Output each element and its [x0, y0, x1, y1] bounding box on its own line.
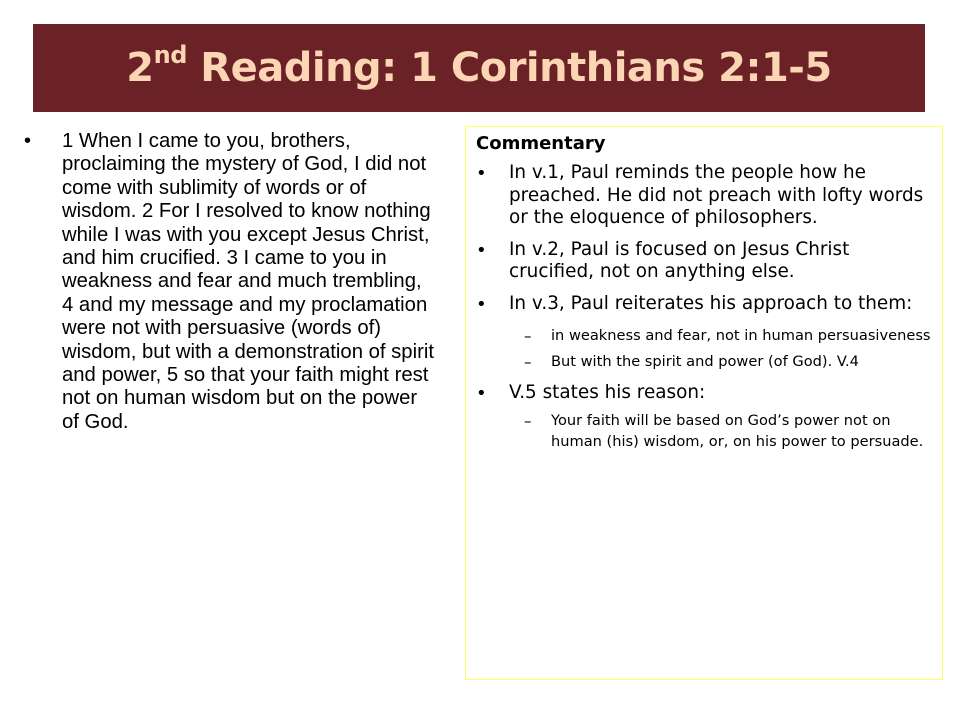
- commentary-subitem: [524, 326, 934, 346]
- bullet-icon: •: [476, 163, 487, 184]
- dash-icon: –: [524, 353, 532, 372]
- bullet-icon: •: [476, 383, 487, 405]
- commentary-subitem-text: in weakness and fear, not in human persuasiveness: [551, 326, 931, 344]
- scripture-column: [24, 130, 434, 434]
- title-superscript: nd: [153, 40, 187, 69]
- scripture-text: 1 When I came to you, brothers, proclaiming the mystery of God, I did not come with sublimity of words or of wisdom. 2 For I resolved to know nothing while I was with you except Jesus Christ, and him crucified. 3 I came to you in weakness and fear and much trembling, 4 and my message and my proclamation were not with persuasive (words of) wisdom, but with a demonstration of spirit and power, 5 so that your faith might rest not on human wisdom but on the power of God.: [62, 130, 434, 433]
- bullet-icon: •: [476, 293, 487, 315]
- commentary-item-v5: [476, 382, 934, 405]
- commentary-item-v3: [476, 293, 934, 316]
- commentary-item-text: In v.2, Paul is focused on Jesus Christ crucified, not on anything else.: [509, 238, 850, 283]
- bullet-icon: •: [24, 130, 32, 152]
- title-rest: Reading: 1 Corinthians 2:1-5: [186, 45, 832, 91]
- commentary-item-v2: [476, 239, 934, 284]
- commentary-heading: Commentary: [476, 133, 606, 154]
- title-bar: [33, 24, 925, 112]
- scripture-bullet: [24, 130, 434, 434]
- commentary-subitem: [524, 352, 934, 372]
- commentary-subitem-text: Your faith will be based on God’s power not on human (his) wisdom, or, on his power to persuade.: [551, 412, 924, 450]
- dash-icon: –: [524, 412, 532, 431]
- commentary-item-text: In v.3, Paul reiterates his approach to them:: [509, 292, 913, 314]
- commentary-subitem-text: But with the spirit and power (of God). V.4: [551, 353, 859, 371]
- commentary-item-v1: [476, 162, 934, 230]
- commentary-item-text: V.5 states his reason:: [509, 382, 706, 404]
- slide-title: [126, 40, 832, 91]
- commentary-subitem: [524, 411, 934, 451]
- title-prefix: 2: [126, 45, 154, 91]
- dash-icon: –: [524, 326, 532, 345]
- bullet-icon: •: [476, 239, 487, 261]
- commentary-item-text: In v.1, Paul reminds the people how he preached. He did not preach with lofty words or the eloquence of philosophers.: [509, 162, 924, 229]
- commentary-box: [465, 126, 943, 680]
